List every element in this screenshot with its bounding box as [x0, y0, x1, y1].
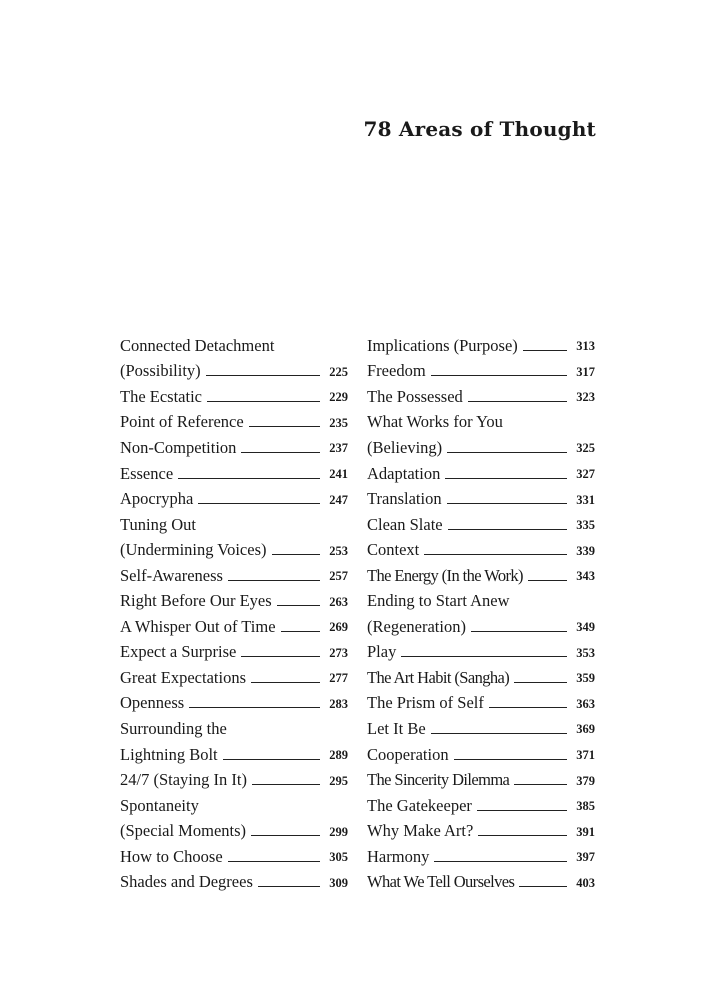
toc-entry	[367, 793, 595, 819]
toc-page-number: 289	[329, 748, 348, 763]
toc-page-number: 235	[329, 415, 348, 430]
toc-page-number: 339	[576, 543, 595, 558]
toc-entry-title: Translation	[367, 489, 442, 509]
toc-entry-title: The Prism of Self	[367, 693, 484, 713]
toc-page-number: 331	[576, 492, 595, 507]
toc-page-number: 363	[576, 696, 595, 711]
toc-leader-line	[514, 784, 567, 785]
toc-page-number: 277	[329, 671, 348, 686]
toc-page-number: 317	[576, 364, 595, 379]
toc-page-number: 263	[329, 594, 348, 609]
toc-leader-line	[447, 503, 567, 504]
toc-entry-title: How to Choose	[120, 846, 223, 866]
toc-entry-title: (Possibility)	[120, 361, 201, 381]
toc-page-number: 313	[576, 339, 595, 354]
toc-entry-title: Great Expectations	[120, 667, 246, 687]
toc-entry-title: Surrounding the	[120, 718, 227, 738]
toc-entry-title: Point of Reference	[120, 412, 244, 432]
toc-entry-title: The Sincerity Dilemma	[367, 770, 510, 790]
toc-entry	[120, 461, 348, 487]
toc-leader-line	[445, 478, 567, 479]
toc-entry-title: Non-Competition	[120, 437, 237, 457]
toc-entry-title: Play	[367, 642, 397, 662]
toc-entry	[367, 767, 595, 793]
toc-entry	[120, 844, 348, 870]
toc-leader-line	[272, 554, 321, 555]
toc-entry	[120, 588, 348, 614]
toc-leader-line	[454, 759, 567, 760]
toc-entry-title: Ending to Start Anew	[367, 591, 510, 611]
toc-entry-title: The Gatekeeper	[367, 795, 472, 815]
toc-entry-title: What Works for You	[367, 412, 503, 432]
toc-entry	[367, 461, 595, 487]
toc-page-number: 273	[329, 645, 348, 660]
toc-entry-title: Implications (Purpose)	[367, 335, 518, 355]
page-title: 78 Areas of Thought	[363, 117, 596, 141]
toc-entry-title: Connected Detachment	[120, 335, 275, 355]
toc-leader-line	[528, 580, 567, 581]
toc-entry-title: Right Before Our Eyes	[120, 591, 272, 611]
toc-entry	[367, 716, 595, 742]
toc-entry-title: Essence	[120, 463, 174, 483]
toc-page-number: 323	[576, 390, 595, 405]
toc-entry-title: The Art Habit (Sangha)	[367, 667, 510, 687]
toc-leader-line	[241, 452, 320, 453]
toc-page-number: 225	[329, 364, 348, 379]
toc-page-number: 349	[576, 620, 595, 635]
toc-entry	[367, 410, 595, 436]
toc-page-number: 369	[576, 722, 595, 737]
toc-entry-title: The Energy (In the Work)	[367, 565, 523, 585]
toc-entry	[367, 512, 595, 538]
toc-entry	[367, 844, 595, 870]
toc-page-number: 371	[576, 748, 595, 763]
toc-entry	[120, 512, 348, 538]
toc-entry-title: What We Tell Ourselves	[367, 872, 515, 892]
toc-leader-line	[277, 605, 320, 606]
toc-page-number: 391	[576, 824, 595, 839]
toc-page-number: 253	[329, 543, 348, 558]
toc-entry	[367, 691, 595, 717]
toc-entry-title: (Undermining Voices)	[120, 540, 267, 560]
toc-entry	[367, 359, 595, 385]
toc-page-number: 403	[576, 875, 595, 890]
toc-leader-line	[471, 631, 567, 632]
toc-leader-line	[447, 452, 567, 453]
toc-page-number: 295	[329, 773, 348, 788]
toc-entry	[367, 588, 595, 614]
toc-entry-title: Self-Awareness	[120, 565, 223, 585]
toc-leader-line	[424, 554, 567, 555]
toc-leader-line	[207, 401, 320, 402]
toc-page-number: 305	[329, 850, 348, 865]
toc-leader-line	[252, 784, 320, 785]
toc-entry	[120, 537, 348, 563]
toc-entry	[120, 410, 348, 436]
toc-page-number: 385	[576, 799, 595, 814]
toc-page-number: 397	[576, 850, 595, 865]
toc-entry	[367, 742, 595, 768]
toc-entry-title: (Special Moments)	[120, 821, 247, 841]
toc-page-number: 257	[329, 569, 348, 584]
toc-entry-title: A Whisper Out of Time	[120, 616, 276, 636]
toc-entry	[120, 384, 348, 410]
toc-leader-line	[241, 656, 320, 657]
toc-entry	[120, 486, 348, 512]
toc-entry	[120, 359, 348, 385]
toc-entry	[367, 486, 595, 512]
toc-page-number: 269	[329, 620, 348, 635]
toc-entry	[120, 665, 348, 691]
toc-entry-title: Spontaneity	[120, 795, 199, 815]
toc-entry	[367, 333, 595, 359]
toc-entry-title: (Believing)	[367, 437, 443, 457]
toc-page-number: 343	[576, 569, 595, 584]
toc-leader-line	[178, 478, 320, 479]
toc-entry	[367, 869, 595, 895]
toc-column-right	[367, 333, 595, 895]
toc-page-number: 325	[576, 441, 595, 456]
toc-entry-title: Adaptation	[367, 463, 441, 483]
toc-entry-title: Why Make Art?	[367, 821, 474, 841]
toc-entry	[367, 665, 595, 691]
toc-entry	[120, 333, 348, 359]
toc-leader-line	[251, 682, 320, 683]
toc-entry-title: Shades and Degrees	[120, 872, 253, 892]
toc-entry	[120, 742, 348, 768]
toc-page-number: 229	[329, 390, 348, 405]
toc-entry	[120, 716, 348, 742]
toc-page-number: 335	[576, 518, 595, 533]
toc-page-number: 241	[329, 467, 348, 481]
toc-leader-line	[249, 426, 320, 427]
toc-leader-line	[401, 656, 567, 657]
toc-leader-line	[489, 707, 567, 708]
toc-leader-line	[478, 835, 567, 836]
toc-page-number: 237	[329, 441, 348, 456]
toc-leader-line	[281, 631, 320, 632]
toc-entry-title: The Ecstatic	[120, 386, 203, 406]
toc-entry	[120, 869, 348, 895]
toc-entry-title: (Regeneration)	[367, 616, 466, 636]
toc-entry-title: Expect a Surprise	[120, 642, 237, 662]
toc-entry-title: Lightning Bolt	[120, 744, 218, 764]
toc-page-number: 299	[329, 824, 348, 839]
toc-leader-line	[228, 861, 320, 862]
toc-page-number: 309	[329, 875, 348, 890]
toc-leader-line	[189, 707, 320, 708]
toc-page-number: 359	[576, 671, 595, 686]
toc-page-number: 379	[576, 773, 595, 788]
toc-leader-line	[514, 682, 567, 683]
toc-entry	[367, 537, 595, 563]
toc-entry	[120, 767, 348, 793]
toc-entry	[367, 818, 595, 844]
toc-leader-line	[258, 886, 320, 887]
toc-entry-title: Cooperation	[367, 744, 449, 764]
toc-entry	[120, 563, 348, 589]
toc-leader-line	[523, 350, 567, 351]
toc-page-number: 353	[576, 645, 595, 660]
toc-leader-line	[251, 835, 320, 836]
toc-leader-line	[206, 375, 320, 376]
toc-entry-title: Tuning Out	[120, 514, 196, 534]
toc-entry	[367, 640, 595, 666]
toc-entry	[120, 691, 348, 717]
toc-entry-title: 24/7 (Staying In It)	[120, 770, 247, 790]
toc-page-number: 283	[329, 696, 348, 711]
toc-entry	[120, 793, 348, 819]
toc-leader-line	[431, 733, 567, 734]
toc-page-number: 327	[576, 467, 595, 481]
toc-entry-title: Apocrypha	[120, 489, 194, 509]
toc-entry-title: Freedom	[367, 361, 426, 381]
toc-leader-line	[431, 375, 567, 376]
toc-entry-title: Harmony	[367, 846, 430, 866]
toc-entry	[367, 384, 595, 410]
toc-entry	[120, 640, 348, 666]
toc-page-number: 247	[329, 492, 348, 507]
toc-entry	[367, 614, 595, 640]
toc-entry-title: Clean Slate	[367, 514, 443, 534]
toc-leader-line	[448, 529, 567, 530]
toc-leader-line	[468, 401, 567, 402]
toc-leader-line	[434, 861, 567, 862]
toc-entry-title: Let It Be	[367, 718, 426, 738]
toc-entry	[120, 435, 348, 461]
toc-column-left	[120, 333, 348, 895]
toc-leader-line	[519, 886, 567, 887]
toc-entry-title: Openness	[120, 693, 185, 713]
toc-entry	[367, 563, 595, 589]
toc-leader-line	[223, 759, 320, 760]
toc-leader-line	[228, 580, 320, 581]
toc-leader-line	[477, 810, 567, 811]
toc-entry	[120, 614, 348, 640]
toc-entry-title: Context	[367, 540, 420, 560]
toc-entry	[367, 435, 595, 461]
toc-entry-title: The Possessed	[367, 386, 463, 406]
toc-leader-line	[198, 503, 320, 504]
toc-entry	[120, 818, 348, 844]
